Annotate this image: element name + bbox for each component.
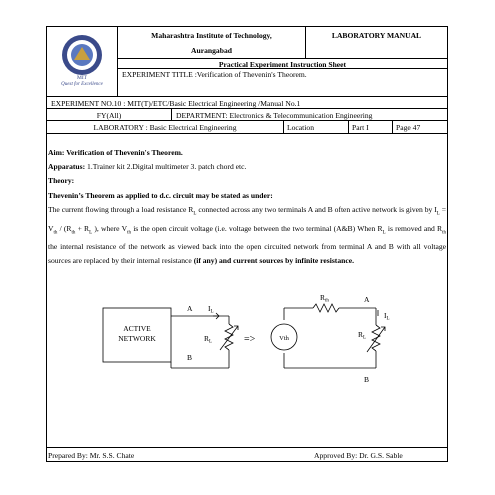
node-a-right: A <box>364 295 370 304</box>
load-resistor-right <box>372 325 380 351</box>
active-label-2: NETWORK <box>118 334 156 343</box>
equivalence-arrow: => <box>244 334 256 345</box>
apparatus-text: 1.Trainer kit 2.Digital multimeter 3. patch chord etc. <box>85 162 247 172</box>
rth-label: $R_{th}$ <box>320 293 329 304</box>
part-cell: Part I <box>348 120 393 134</box>
rth-resistor <box>313 304 339 312</box>
institute-city: Aurangabad <box>191 46 232 55</box>
sheet-title: Practical Experiment Instruction Sheet <box>117 58 448 69</box>
active-label-1: ACTIVE <box>123 324 151 333</box>
node-a-left: A <box>187 304 193 313</box>
logo-tagline: Quest for Excellence <box>61 82 103 87</box>
aim: Aim: Verification of Thevenin's Theorem. <box>48 148 183 157</box>
page-cell: Page 47 <box>392 120 448 134</box>
footer <box>46 447 448 463</box>
vth-label: Vth <box>279 335 289 342</box>
node-b-right: B <box>364 375 370 384</box>
experiment-no: EXPERIMENT NO.10 : MIT(T)/ETC/Basic Electrical Engineering /Manual No.1 <box>46 96 448 109</box>
il-left: $I_L$ <box>208 304 214 315</box>
prepared-by: Prepared By: Mr. S.S. Chate <box>48 451 135 460</box>
theorem-heading: Thevenin’s Theorem as applied to d.c. circuit may be stated as under: <box>48 190 273 200</box>
apparatus-label: Apparatus: <box>48 162 86 172</box>
rl-right: $R_L$ <box>358 330 367 341</box>
theorem-paragraph: The current flowing through a load resistance $R_L$ connected across any two terminals A and B often active network is given by $I_L = V_{th} / (R_{th} + R_L$ ), where $V_{th}$ is the open circuit voltage (i.e. voltage between the two terminal (A&B) When $R_L$ is removed and $R_{th}$ the internal resistance of the network as viewed back into the open circuited network from terminal A and B with all voltage sources are replaced by their internal resistance (if any) and current sources by infinite resistance. <box>48 204 447 266</box>
department-cell: DEPARTMENT: Electronics & Telecommunication Engineering <box>171 108 448 121</box>
approved-by: Approved By: Dr. G.S. Sable <box>314 451 403 460</box>
rl-left: $R_L$ <box>204 334 213 345</box>
experiment-title: EXPERIMENT TITLE :Verification of Thevenin's Theorem. <box>117 68 448 97</box>
laboratory-cell: LABORATORY : Basic Electrical Engineering <box>46 120 284 134</box>
location-cell: Location <box>283 120 349 134</box>
theory-heading: Theory: <box>48 176 75 186</box>
node-b-left: B <box>187 353 193 362</box>
logo-text: MIT <box>76 75 88 81</box>
load-resistor-left <box>225 324 233 350</box>
il-right: $I_L$ <box>384 311 390 322</box>
institute-name: Maharashtra Institute of Technology, <box>151 31 272 40</box>
fy-cell: FY(All) <box>46 108 172 121</box>
manual-title: LABORATORY MANUAL <box>331 31 422 40</box>
